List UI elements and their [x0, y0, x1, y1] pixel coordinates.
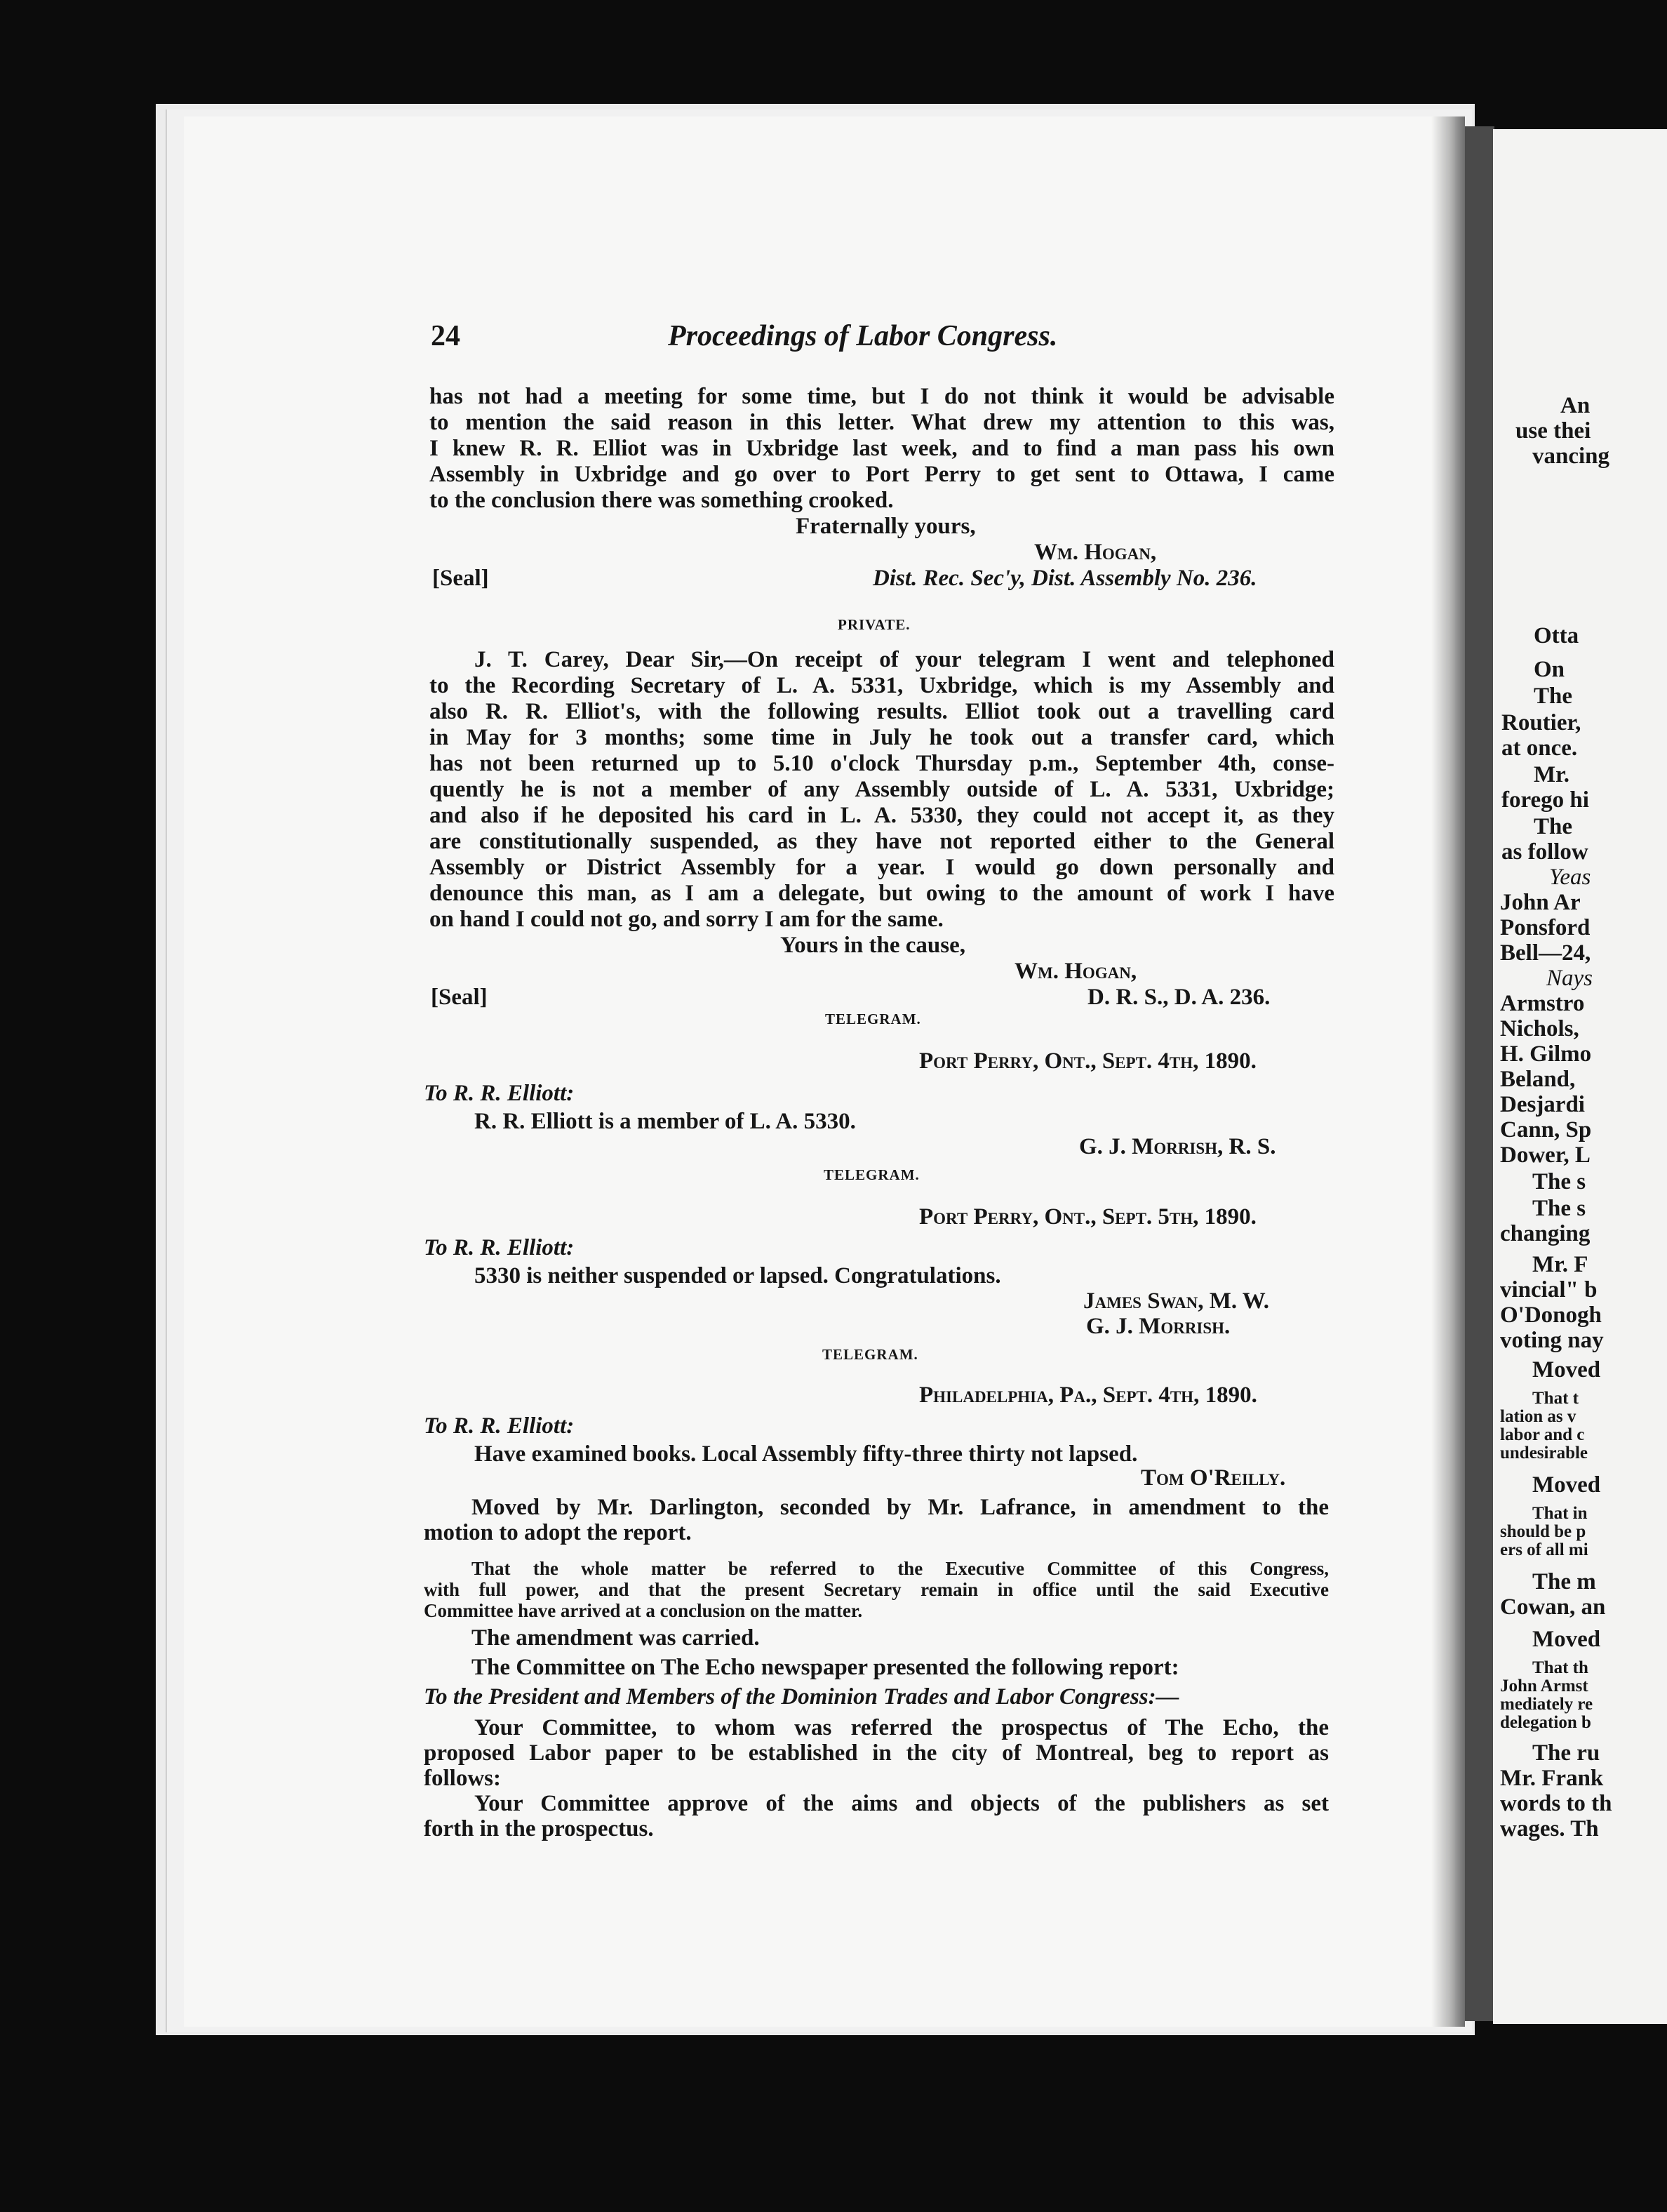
telegram-body: 5330 is neither suspended or lapsed. Congratulations. [474, 1263, 1001, 1288]
facing-fragment: Desjardi [1500, 1092, 1585, 1117]
telegram-body: R. R. Elliott is a member of L. A. 5330. [474, 1109, 856, 1134]
telegram-heading: TELEGRAM. [822, 1346, 918, 1363]
facing-fragment: voting nay [1500, 1328, 1604, 1353]
facing-fragment: That th [1532, 1658, 1588, 1677]
text-line: J. T. Carey, Dear Sir,—On receipt of your telegram I went and telephoned [474, 647, 1334, 672]
facing-fragment: lation as v [1500, 1407, 1576, 1426]
facing-fragment: John Armst [1500, 1677, 1588, 1695]
resolution-line: Committee have arrived at a conclusion on the matter. [424, 1600, 863, 1621]
telegram-dateline: Port Perry, Ont., Sept. 5th, 1890. [919, 1204, 1257, 1230]
facing-fragment: O'Donogh [1500, 1302, 1602, 1328]
text-line: has not had a meeting for some time, but I do not think it would be advisable [429, 384, 1334, 409]
telegram-recipient: To R. R. Elliott: [424, 1235, 575, 1260]
text-line: in May for 3 months; some time in July he took out a transfer card, which [429, 725, 1334, 750]
facing-fragment: Beland, [1500, 1067, 1576, 1092]
telegram-body: Have examined books. Local Assembly fifty-three thirty not lapsed. [474, 1441, 1138, 1467]
text-line: Assembly in Uxbridge and go over to Port Perry to get sent to Ottawa, I came [429, 462, 1334, 487]
facing-fragment: Yeas [1549, 865, 1591, 890]
facing-fragment: Bell—24, [1500, 940, 1591, 966]
telegram-dateline: Port Perry, Ont., Sept. 4th, 1890. [919, 1048, 1257, 1074]
facing-fragment: should be p [1500, 1522, 1586, 1541]
gutter-shadow [1431, 116, 1465, 2027]
letter-signer: Wm. Hogan, [1015, 959, 1137, 984]
text-line: I knew R. R. Elliot was in Uxbridge last week, and to find a man pass his own [429, 436, 1334, 461]
telegram-heading: TELEGRAM. [825, 1011, 921, 1027]
text-line: proposed Labor paper to be established in the city of Montreal, beg to report as [424, 1740, 1329, 1766]
facing-fragment: The s [1532, 1196, 1586, 1221]
facing-fragment: mediately re [1500, 1695, 1593, 1714]
telegram-heading: TELEGRAM. [824, 1166, 920, 1183]
facing-fragment: The [1534, 684, 1573, 709]
telegram-signer: Tom O'Reilly. [1141, 1465, 1286, 1491]
facing-fragment: Moved [1532, 1627, 1601, 1652]
book-gutter [1465, 126, 1494, 2021]
facing-fragment: The ru [1532, 1740, 1600, 1766]
seal-label: [Seal] [431, 985, 488, 1010]
telegram-signer: G. J. Morrish, R. S. [1079, 1134, 1276, 1159]
facing-fragment: Routier, [1501, 710, 1581, 735]
text-line: Assembly or District Assembly for a year. I would go down personally and [429, 855, 1334, 880]
facing-fragment: ers of all mi [1500, 1540, 1588, 1559]
facing-fragment: John Ar [1500, 890, 1581, 915]
facing-fragment: delegation b [1500, 1713, 1591, 1732]
facing-fragment: That t [1532, 1389, 1579, 1408]
text-line: also R. R. Elliot's, with the following results. Elliot took out a travelling card [429, 699, 1334, 724]
resolution-line: with full power, and that the present Secretary remain in office until the said Executive [424, 1579, 1329, 1600]
facing-fragment: undesirable [1500, 1444, 1588, 1463]
signer-title: D. R. S., D. A. 236. [1087, 985, 1271, 1010]
text-line: Your Committee approve of the aims and objects of the publishers as set [474, 1791, 1329, 1816]
telegram-recipient: To R. R. Elliott: [424, 1081, 575, 1106]
facing-fragment: The m [1532, 1569, 1596, 1594]
letter-signer: Wm. Hogan, [1034, 540, 1157, 565]
seal-label: [Seal] [432, 566, 489, 591]
facing-fragment: H. Gilmo [1500, 1041, 1592, 1067]
report-address: To the President and Members of the Dominion Trades and Labor Congress:— [424, 1684, 1179, 1710]
facing-fragment: Otta [1534, 623, 1579, 648]
running-title: Proceedings of Labor Congress. [668, 320, 1058, 352]
signer-title: Dist. Rec. Sec'y, Dist. Assembly No. 236. [873, 566, 1257, 591]
text-line: to the conclusion there was something crooked. [429, 488, 894, 513]
text-line: to the Recording Secretary of L. A. 5331, Uxbridge, which is my Assembly and [429, 673, 1334, 698]
resolution-line: That the whole matter be referred to the Executive Committee of this Congress, [471, 1558, 1329, 1579]
facing-fragment: words to th [1500, 1791, 1612, 1816]
facing-fragment: The s [1532, 1169, 1586, 1194]
report-intro: The Committee on The Echo newspaper presented the following report: [471, 1655, 1179, 1680]
facing-fragment: That in [1532, 1504, 1588, 1523]
facing-fragment: vincial" b [1500, 1277, 1598, 1302]
text-line: on hand I could not go, and sorry I am for the same. [429, 907, 944, 932]
text-line: quently he is not a member of any Assembly outside of L. A. 5331, Uxbridge; [429, 777, 1334, 802]
text-line: Your Committee, to whom was referred the prospectus of The Echo, the [474, 1715, 1329, 1740]
telegram-signer: James Swan, M. W. [1083, 1288, 1269, 1314]
facing-fragment: Nichols, [1500, 1016, 1579, 1041]
facing-fragment: Cann, Sp [1500, 1117, 1592, 1142]
facing-fragment: Mr. [1534, 762, 1570, 787]
facing-fragment: forego hi [1501, 787, 1589, 813]
letter-closing: Yours in the cause, [780, 933, 966, 958]
facing-fragment: labor and c [1500, 1425, 1585, 1444]
facing-fragment: The [1534, 814, 1573, 839]
facing-fragment: Dower, L [1500, 1142, 1591, 1168]
text-line: denounce this man, as I am a delegate, but owing to the amount of work I have [429, 881, 1334, 906]
facing-fragment: Armstro [1500, 991, 1585, 1016]
letter-closing: Fraternally yours, [796, 514, 976, 539]
facing-fragment: Ponsford [1500, 915, 1591, 940]
text-line: has not been returned up to 5.10 o'clock Thursday p.m., September 4th, conse- [429, 751, 1334, 776]
facing-fragment: wages. Th [1500, 1816, 1599, 1841]
facing-page [1493, 129, 1667, 2024]
facing-fragment: Cowan, an [1500, 1594, 1606, 1620]
facing-fragment: as follow [1501, 839, 1588, 865]
text-line: forth in the prospectus. [424, 1816, 654, 1841]
text-line: motion to adopt the report. [424, 1520, 692, 1545]
facing-fragment: vancing [1532, 444, 1610, 469]
facing-fragment: Moved [1532, 1472, 1601, 1498]
text-line: are constitutionally suspended, as they have not reported either to the General [429, 829, 1334, 854]
text-line: follows: [424, 1766, 501, 1791]
facing-fragment: changing [1500, 1221, 1591, 1246]
facing-fragment: Mr. Frank [1500, 1766, 1604, 1791]
text-line: and also if he deposited his card in L. A. 5330, they could not accept it, as they [429, 803, 1334, 828]
facing-fragment: at once. [1501, 735, 1578, 761]
facing-fragment: Mr. F [1532, 1252, 1588, 1277]
page-number: 24 [431, 320, 460, 352]
telegram-recipient: To R. R. Elliott: [424, 1413, 575, 1439]
amendment-result: The amendment was carried. [471, 1625, 760, 1651]
facing-fragment: Nays [1546, 966, 1593, 991]
text-line: to mention the said reason in this letter. What drew my attention to this was, [429, 410, 1334, 435]
facing-fragment: Moved [1532, 1357, 1601, 1382]
section-heading-private: PRIVATE. [838, 616, 911, 633]
text-line: Moved by Mr. Darlington, seconded by Mr. Lafrance, in amendment to the [471, 1495, 1329, 1520]
telegram-signer: G. J. Morrish. [1086, 1314, 1231, 1339]
facing-fragment: use thei [1515, 418, 1591, 444]
telegram-dateline: Philadelphia, Pa., Sept. 4th, 1890. [919, 1382, 1257, 1408]
facing-fragment: An [1560, 393, 1591, 418]
facing-fragment: On [1534, 657, 1565, 682]
